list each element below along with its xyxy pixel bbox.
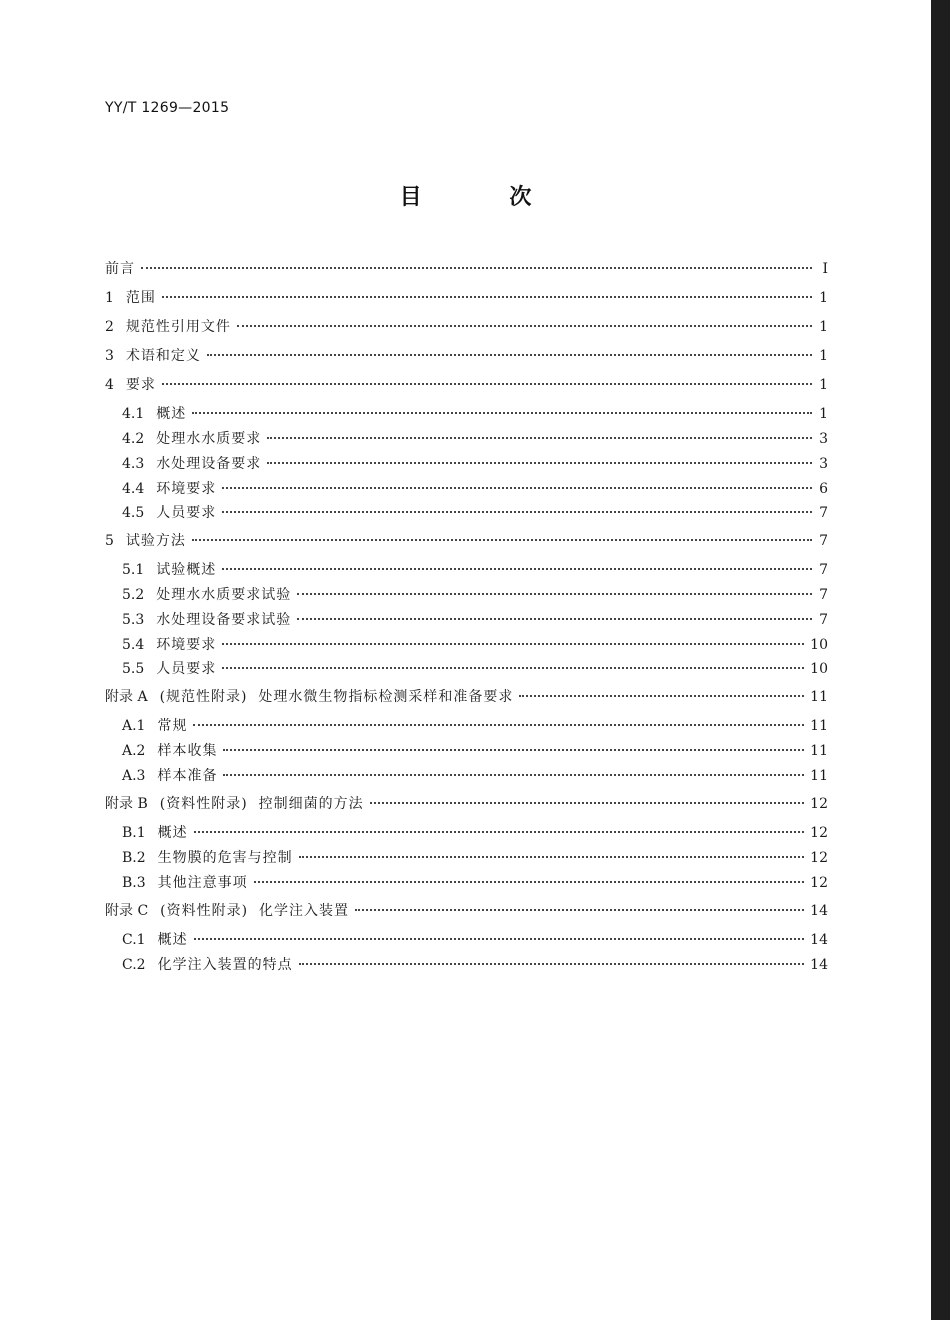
toc-entry-number: 3	[105, 348, 114, 364]
toc-entry-number: 2	[105, 319, 114, 335]
toc-entry[interactable]	[122, 609, 828, 629]
toc-leader-dots	[222, 486, 812, 489]
toc-entry-number: 5.3	[122, 612, 145, 628]
toc-leader-dots	[162, 295, 812, 298]
toc-entry-label: 处理水水质要求	[156, 431, 262, 447]
toc-entry[interactable]	[122, 740, 828, 760]
document-code: YY/T 1269—2015	[105, 100, 230, 116]
toc-entry[interactable]	[105, 530, 828, 550]
toc-entry[interactable]	[105, 287, 828, 307]
toc-entry[interactable]	[105, 686, 828, 706]
toc-leader-dots	[207, 353, 812, 356]
toc-entry[interactable]	[105, 793, 828, 813]
toc-entry-number: 4.1	[122, 406, 145, 422]
toc-entry-page: I	[822, 261, 828, 277]
toc-entry-number: 4.5	[122, 505, 145, 521]
toc-entry-number: 4.2	[122, 431, 145, 447]
toc-leader-dots	[222, 642, 804, 645]
toc-entry-number: B.3	[122, 875, 146, 891]
toc-entry-label: (规范性附录) 处理水微生物指标检测采样和准备要求	[159, 689, 514, 705]
toc-entry-number: C.1	[122, 932, 146, 948]
scan-edge	[931, 0, 950, 1320]
toc-entry-label: (资料性附录) 化学注入装置	[160, 903, 349, 919]
toc-entry-number: 附录 C	[105, 903, 149, 919]
toc-entry-label: 概述	[157, 825, 188, 841]
toc-entry-page: 14	[810, 932, 828, 948]
toc-entry-page: 12	[810, 825, 828, 841]
toc-entry-page: 7	[819, 562, 828, 578]
toc-entry[interactable]	[122, 634, 828, 654]
toc-entry-page: 10	[810, 661, 828, 677]
toc-leader-dots	[194, 937, 805, 940]
toc-entry-page: 7	[819, 505, 828, 521]
toc-entry[interactable]	[122, 929, 828, 949]
toc-leader-dots	[222, 510, 812, 513]
toc-leader-dots	[299, 962, 805, 965]
toc-entry-number: 5.4	[122, 637, 145, 653]
toc-entry-page: 3	[819, 431, 828, 447]
toc-leader-dots	[355, 908, 804, 911]
toc-leader-dots	[267, 436, 812, 439]
toc-entry-label: 要求	[125, 377, 156, 393]
toc-leader-dots	[519, 694, 804, 697]
toc-entry-label: 环境要求	[156, 481, 217, 497]
toc-entry-number: 附录 B	[105, 796, 148, 812]
toc-leader-dots	[370, 801, 805, 804]
toc-entry[interactable]	[122, 715, 828, 735]
toc-entry-label: 其他注意事项	[157, 875, 248, 891]
toc-entry-label: 化学注入装置的特点	[157, 957, 293, 973]
toc-entry-page: 1	[819, 319, 828, 335]
toc-entry-number: 附录 A	[105, 689, 148, 705]
toc-entry-number: 5.1	[122, 562, 145, 578]
toc-leader-dots	[222, 567, 812, 570]
toc-leader-dots	[297, 617, 812, 620]
toc-entry[interactable]	[122, 559, 828, 579]
toc-entry-label: 水处理设备要求	[156, 456, 262, 472]
toc-entry-number: A.1	[122, 718, 146, 734]
toc-entry-page: 3	[819, 456, 828, 472]
toc-entry-label: 环境要求	[156, 637, 217, 653]
toc-entry-page: 10	[810, 637, 828, 653]
toc-entry-page: 11	[810, 768, 828, 784]
toc-entry-page: 12	[810, 850, 828, 866]
toc-entry-page: 1	[819, 290, 828, 306]
toc-entry-page: 1	[819, 377, 828, 393]
toc-entry-number: A.2	[122, 743, 146, 759]
toc-entry-page: 11	[810, 718, 828, 734]
toc-entry[interactable]	[105, 374, 828, 394]
toc-entry-page: 11	[810, 689, 828, 705]
toc-entry-page: 7	[819, 612, 828, 628]
toc-entry-page: 7	[819, 587, 828, 603]
toc-entry-number: B.1	[122, 825, 146, 841]
toc-leader-dots	[192, 538, 812, 541]
toc-leader-dots	[297, 592, 812, 595]
toc-entry[interactable]	[122, 872, 828, 892]
toc-entry-label: 规范性引用文件	[125, 319, 231, 335]
toc-entry-page: 6	[819, 481, 828, 497]
toc-leader-dots	[192, 411, 812, 414]
toc-leader-dots	[223, 773, 804, 776]
page-title: 目 次	[399, 185, 572, 210]
toc-leader-dots	[267, 461, 812, 464]
toc-entry-number: C.2	[122, 957, 146, 973]
toc-entry[interactable]	[122, 822, 828, 842]
toc-entry-number: 1	[105, 290, 114, 306]
toc-entry-page: 14	[810, 957, 828, 973]
toc-entry-label: 术语和定义	[125, 348, 201, 364]
toc-entry[interactable]	[105, 900, 828, 920]
toc-entry-number: 5	[105, 533, 114, 549]
toc-leader-dots	[162, 382, 812, 385]
toc-entry[interactable]	[122, 765, 828, 785]
toc-entry-page: 1	[819, 406, 828, 422]
toc-leader-dots	[299, 855, 805, 858]
toc-entry[interactable]	[122, 502, 828, 522]
toc-entry-label: 试验概述	[156, 562, 217, 578]
toc-entry-page: 11	[810, 743, 828, 759]
toc-entry-page: 1	[819, 348, 828, 364]
toc-leader-dots	[254, 880, 805, 883]
toc-entry-label: 概述	[156, 406, 187, 422]
toc-entry[interactable]	[105, 345, 828, 365]
toc-entry-label: 前言	[105, 261, 135, 277]
toc-entry[interactable]	[122, 954, 828, 974]
toc-entry-label: 常规	[157, 718, 188, 734]
toc-entry-page: 7	[819, 533, 828, 549]
toc-entry[interactable]	[122, 847, 828, 867]
toc-entry-label: 样本准备	[157, 768, 218, 784]
toc-entry[interactable]	[122, 403, 828, 423]
toc-entry-page: 12	[810, 875, 828, 891]
toc-entry-number: 4.4	[122, 481, 145, 497]
toc-leader-dots	[193, 723, 804, 726]
toc-leader-dots	[141, 266, 812, 269]
toc-leader-dots	[194, 830, 805, 833]
toc-entry-page: 12	[810, 796, 828, 812]
toc-entry-page: 14	[810, 903, 828, 919]
toc-entry-label: 试验方法	[125, 533, 186, 549]
toc-entry-label: 生物膜的危害与控制	[157, 850, 293, 866]
toc-entry-label: 处理水水质要求试验	[156, 587, 292, 603]
toc-entry-label: 人员要求	[156, 661, 217, 677]
toc-entry[interactable]	[105, 258, 828, 278]
toc-entry-number: B.2	[122, 850, 146, 866]
toc-entry[interactable]	[122, 584, 828, 604]
toc-leader-dots	[222, 666, 804, 669]
toc-entry[interactable]	[122, 453, 828, 473]
toc-entry-label: 人员要求	[156, 505, 217, 521]
toc-entry[interactable]	[122, 428, 828, 448]
toc-entry[interactable]	[122, 478, 828, 498]
toc-entry-label: 样本收集	[157, 743, 218, 759]
toc-entry-label: 范围	[125, 290, 156, 306]
toc-entry[interactable]	[122, 658, 828, 678]
toc-entry[interactable]	[105, 316, 828, 336]
toc-entry-number: 4	[105, 377, 114, 393]
toc-entry-number: 5.2	[122, 587, 145, 603]
toc-leader-dots	[237, 324, 812, 327]
toc-entry-number: 4.3	[122, 456, 145, 472]
toc-entry-number: A.3	[122, 768, 146, 784]
toc-entry-label: 概述	[157, 932, 188, 948]
toc-entry-label: 水处理设备要求试验	[156, 612, 292, 628]
toc-entry-label: (资料性附录) 控制细菌的方法	[159, 796, 364, 812]
toc-leader-dots	[223, 748, 804, 751]
toc-entry-number: 5.5	[122, 661, 145, 677]
